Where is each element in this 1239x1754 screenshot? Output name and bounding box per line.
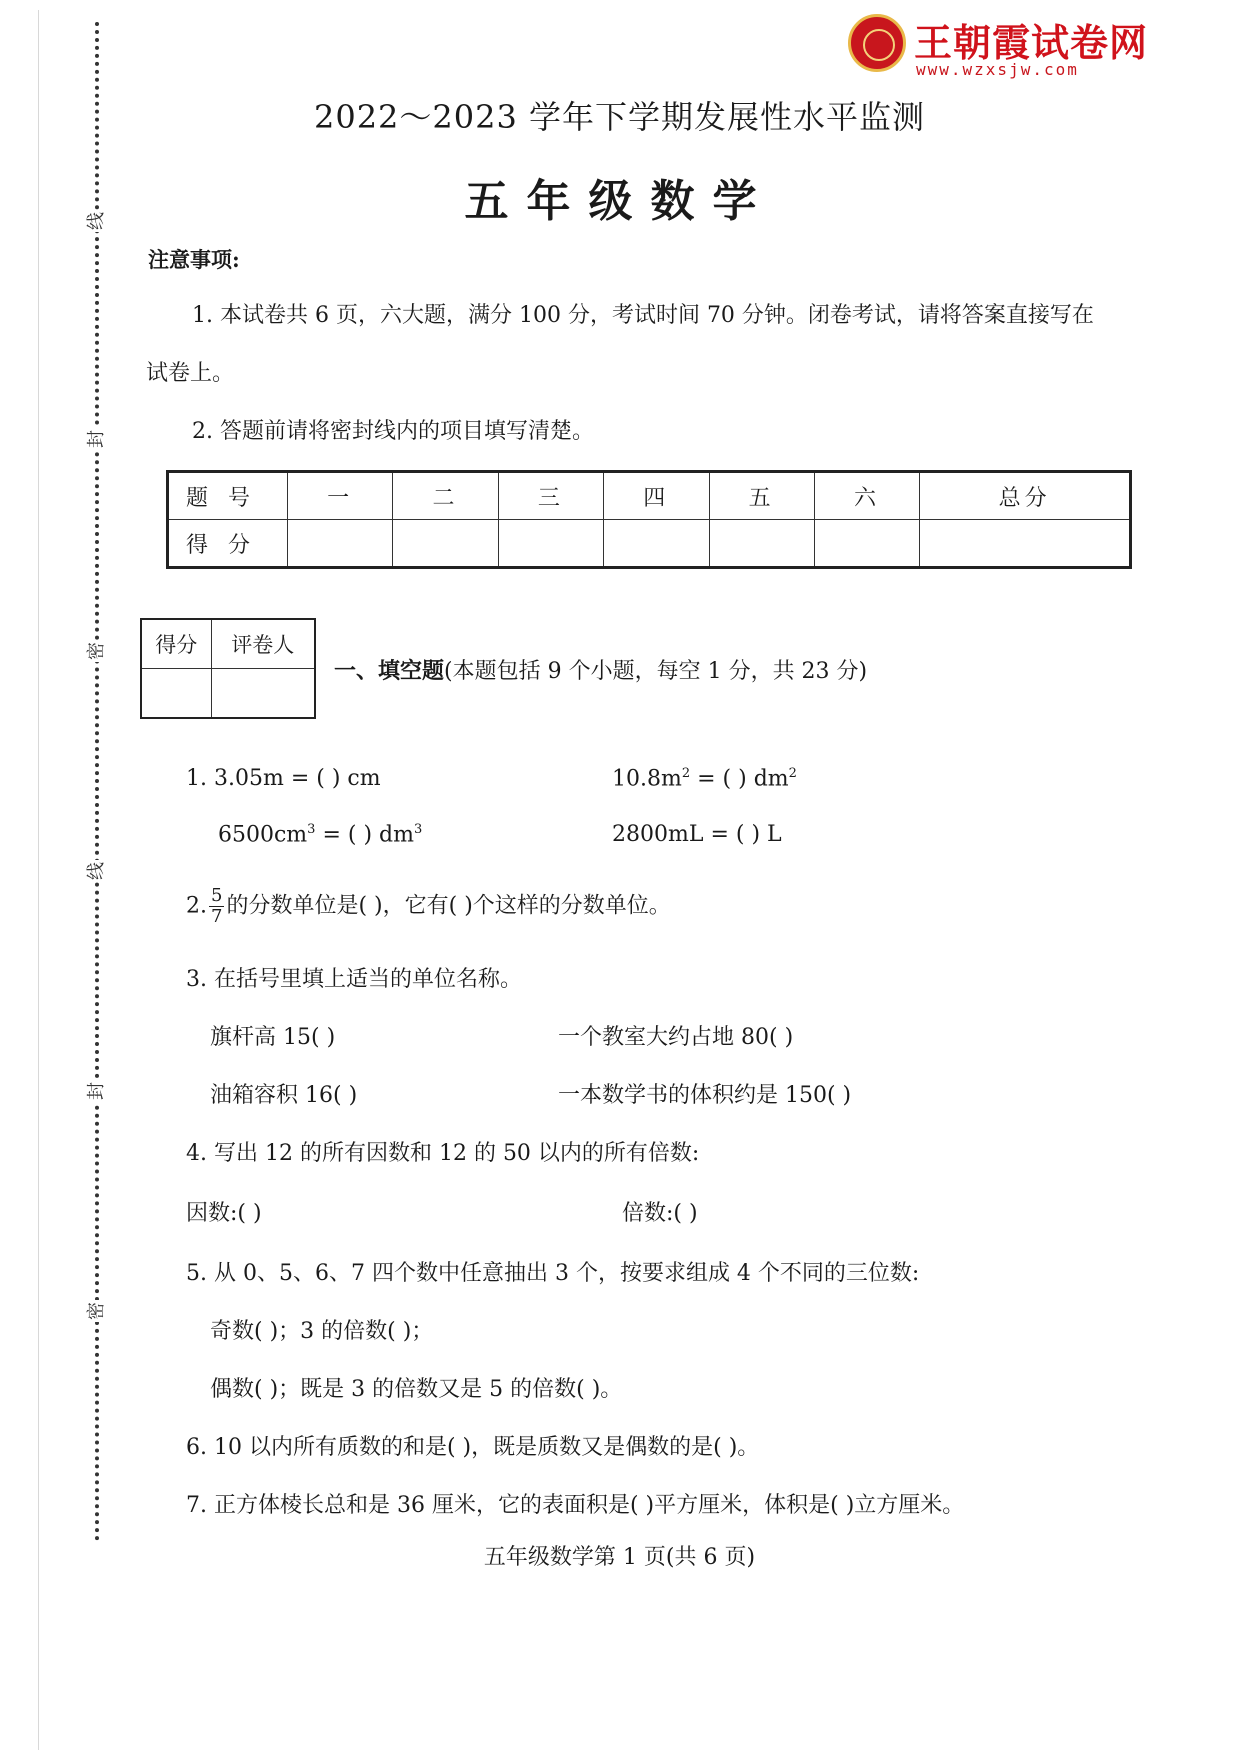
section-1-heading: 一、填空题 — [334, 658, 445, 684]
fraction — [209, 886, 224, 927]
q3-d: 一本数学书的体积约是 150( ) — [558, 1083, 852, 1108]
notice-item-1-cont: 试卷上。 — [146, 361, 235, 386]
score-table-col: 五 — [709, 472, 814, 520]
q5-stem: 5. 从 0、5、6、7 四个数中任意抽出 3 个，按要求组成 4 个不同的三位数: — [186, 1261, 920, 1286]
score-table-col: 四 — [604, 472, 709, 520]
q1-b-blank: = ( ) dm — [690, 766, 789, 792]
q3-stem: 3. 在括号里填上适当的单位名称。 — [186, 967, 522, 992]
fraction-numerator: 5 — [211, 885, 223, 906]
score-table-header-row — [168, 472, 1131, 520]
q1-b-value: 10.8m — [612, 766, 682, 792]
scan-edge-line — [38, 10, 39, 1750]
q1-c-blank: = ( ) dm — [315, 822, 414, 848]
exam-title: 五年级数学 — [464, 176, 775, 227]
binding-char: 密 — [86, 642, 107, 660]
score-cell[interactable] — [604, 520, 709, 568]
score-table-score-row — [168, 520, 1131, 568]
q5-b: 偶数( )；既是 3 的倍数又是 5 的倍数( )。 — [210, 1377, 623, 1402]
score-cell[interactable] — [709, 520, 814, 568]
grader-name-label: 评卷人 — [211, 619, 315, 669]
seal-icon — [848, 14, 906, 72]
score-cell[interactable] — [920, 520, 1131, 568]
superscript: 2 — [681, 766, 691, 781]
q1-c-value: 6500cm — [218, 822, 308, 848]
q2 — [186, 886, 671, 927]
watermark-title: 王朝霞试卷网 — [914, 21, 1149, 65]
page-footer: 五年级数学第 1 页(共 6 页) — [483, 1545, 756, 1570]
notice-item-2: 2. 答题前请将密封线内的项目填写清楚。 — [192, 419, 594, 444]
notice-label: 注意事项: — [148, 247, 240, 272]
grader-name-cell[interactable] — [211, 669, 315, 719]
notice-item-1: 1. 本试卷共 6 页，六大题，满分 100 分，考试时间 70 分钟。闭卷考试，请将答案直接写在 — [192, 303, 1094, 328]
q4-multiples: 倍数:( ) — [622, 1201, 698, 1226]
section-1-title — [334, 654, 867, 685]
watermark-logo — [848, 10, 1168, 78]
score-table-col: 总分 — [920, 472, 1131, 520]
grader-box — [140, 618, 316, 719]
q1-c — [218, 822, 422, 847]
score-cell[interactable] — [814, 520, 919, 568]
score-table-col: 一 — [288, 472, 393, 520]
exam-subtitle: 2022～2023 学年下学期发展性水平监测 — [313, 98, 926, 136]
superscript: 3 — [413, 822, 423, 837]
fraction-denominator: 7 — [211, 906, 223, 927]
score-table-col: 六 — [814, 472, 919, 520]
score-cell[interactable] — [498, 520, 603, 568]
score-table-col: 三 — [498, 472, 603, 520]
q3-b: 一个教室大约占地 80( ) — [558, 1025, 794, 1050]
superscript: 2 — [788, 766, 797, 781]
score-cell[interactable] — [288, 520, 393, 568]
grader-score-label: 得分 — [141, 619, 211, 669]
score-table — [166, 470, 1132, 569]
q1-d: 2800mL = ( ) L — [612, 822, 782, 847]
score-cell[interactable] — [393, 520, 498, 568]
grader-score-cell[interactable] — [141, 669, 211, 719]
q2-text: 的分数单位是( )，它有( )个这样的分数单位。 — [226, 893, 671, 919]
binding-char: 密 — [86, 1302, 107, 1320]
binding-char: 封 — [86, 430, 107, 448]
q1-a: 1. 3.05m = ( ) cm — [186, 766, 381, 791]
q4-factors: 因数:( ) — [186, 1201, 262, 1226]
binding-char: 封 — [86, 1082, 107, 1100]
score-table-row-label: 得分 — [168, 520, 288, 568]
q7: 7. 正方体棱长总和是 36 厘米，它的表面积是( )平方厘米，体积是( )立方厘米。 — [186, 1493, 965, 1518]
q5-a: 奇数( )；3 的倍数( )； — [210, 1319, 434, 1344]
superscript: 3 — [307, 822, 316, 837]
q2-number: 2. — [186, 893, 207, 919]
q3-a: 旗杆高 15( ) — [210, 1025, 336, 1050]
binding-char: 线 — [86, 212, 107, 230]
q1-b — [612, 766, 797, 791]
section-1-description: (本题包括 9 个小题，每空 1 分，共 23 分) — [444, 659, 868, 684]
binding-char: 线 — [86, 862, 107, 880]
q3-c: 油箱容积 16( ) — [210, 1083, 358, 1108]
score-table-row-label: 题号 — [168, 472, 288, 520]
q4-stem: 4. 写出 12 的所有因数和 12 的 50 以内的所有倍数: — [186, 1141, 700, 1166]
q6: 6. 10 以内所有质数的和是( )，既是质数又是偶数的是( )。 — [186, 1435, 760, 1460]
score-table-col: 二 — [393, 472, 498, 520]
watermark-url: www.wzxsjw.com — [916, 60, 1079, 79]
